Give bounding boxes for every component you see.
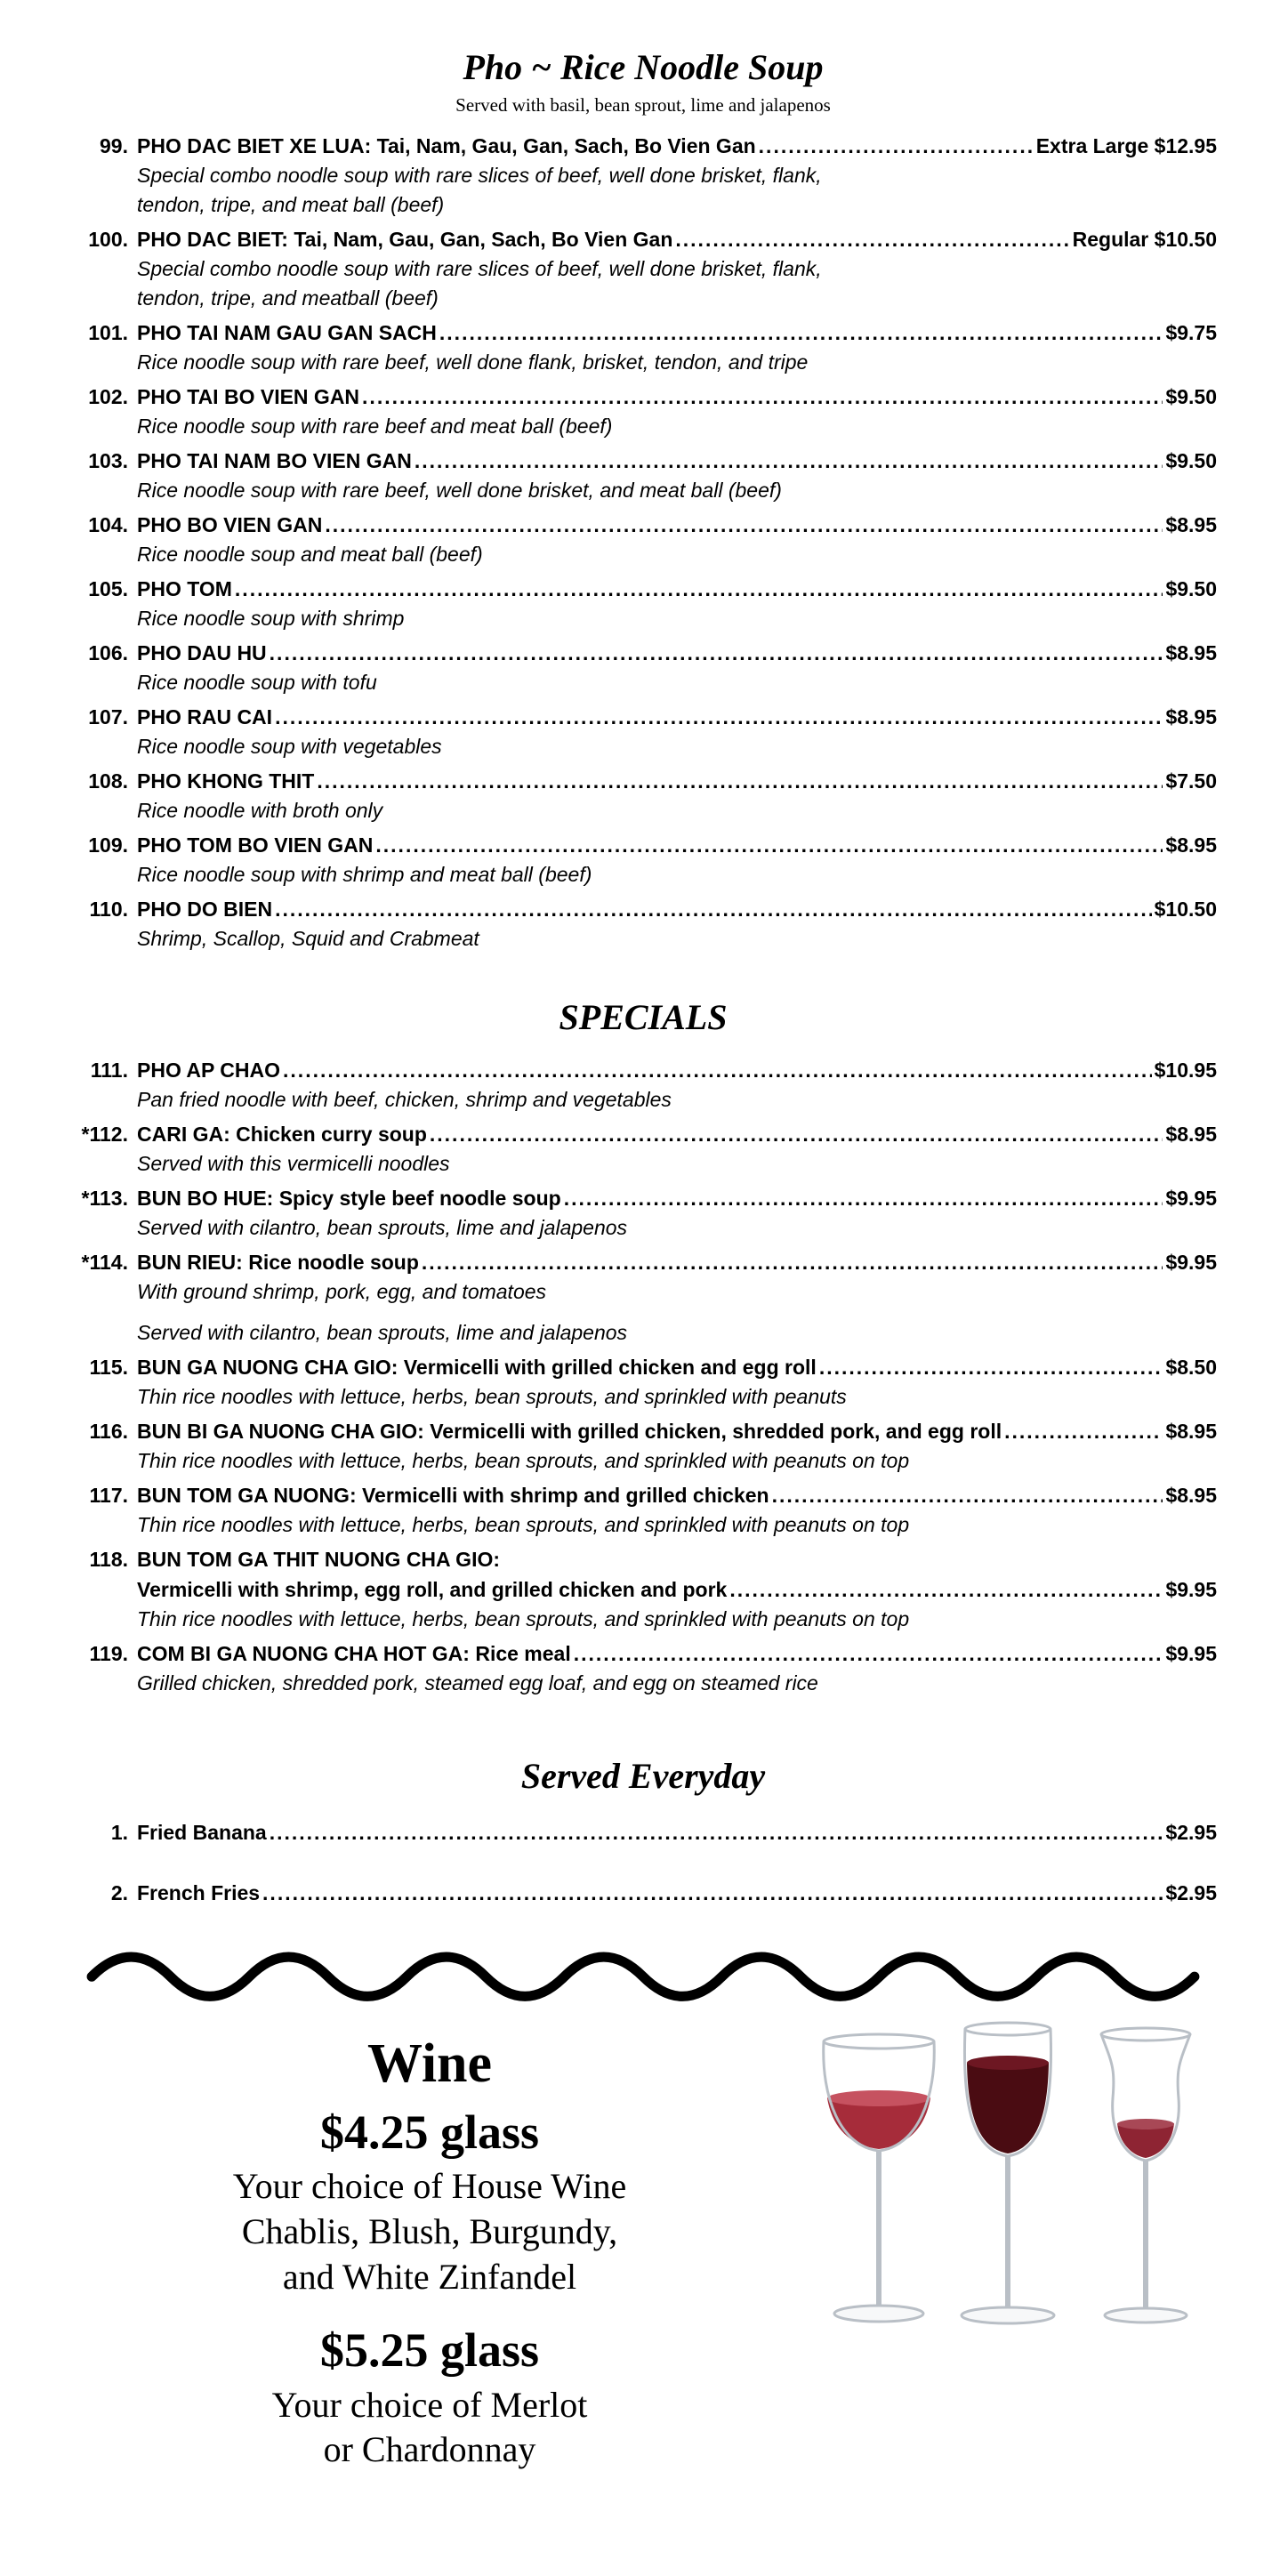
menu-item-number: 100. (88, 228, 128, 251)
menu-item-number: 105. (88, 577, 128, 600)
dot-leader (772, 1480, 1163, 1510)
menu-item-description: Served with cilantro, bean sprouts, lime and jalapenos (137, 1216, 628, 1239)
menu-item (69, 574, 1217, 633)
menu-item-description: Thin rice noodles with lettuce, herbs, bean sprouts, and sprinkled with peanuts on top (137, 1513, 910, 1536)
dot-leader (422, 1247, 1163, 1277)
wine-description-line: Your choice of House Wine (232, 2166, 627, 2207)
menu-item-description: With ground shrimp, pork, egg, and tomatoes (137, 1280, 547, 1303)
menu-item (69, 1878, 1217, 1908)
menu-item-name: PHO RAU CAI (137, 705, 273, 729)
menu-item-number: 99. (100, 134, 128, 157)
menu-item-name: BUN BI GA NUONG CHA GIO: Vermicelli with grilled chicken, shredded pork, and egg roll (137, 1420, 1002, 1443)
menu-item-name: PHO TOM BO VIEN GAN (137, 833, 374, 857)
menu-item (69, 638, 1217, 697)
menu-item-number: 102. (88, 385, 128, 408)
menu-item-number: 2. (110, 1881, 128, 1904)
menu-item (69, 382, 1217, 441)
menu-item (69, 1817, 1217, 1847)
menu-item (69, 1119, 1217, 1179)
menu-item-name: PHO DO BIEN (137, 898, 273, 921)
menu-item-name-row (69, 766, 1217, 796)
menu-item-number: 119. (89, 1642, 128, 1665)
menu-item-name: COM BI GA NUONG CHA HOT GA: Rice meal (137, 1642, 571, 1665)
menu-item-description: Served with this vermicelli noodles (137, 1152, 450, 1175)
menu-item-description: Rice noodle soup with shrimp and meat ball (beef) (137, 863, 592, 886)
menu-item-description: Rice noodle soup with vegetables (137, 735, 442, 758)
menu-item (69, 1544, 1217, 1634)
menu-item-descriptions (137, 604, 1217, 633)
menu-item-descriptions (137, 1510, 1217, 1540)
wine-glass-right (1101, 2028, 1190, 2322)
menu-item-price: $2.95 (1165, 1881, 1217, 1904)
menu-section (69, 1755, 1217, 1908)
menu-item-description: Rice noodle soup with rare beef, well done brisket, and meat ball (beef) (137, 479, 782, 502)
menu-item-descriptions (137, 1085, 1217, 1115)
wine-section (69, 2017, 1217, 2473)
menu-item-price: $8.95 (1165, 1123, 1217, 1146)
menu-item-number: *113. (81, 1187, 128, 1210)
menu-item (69, 1416, 1217, 1476)
menu-item-name: PHO KHONG THIT (137, 769, 315, 793)
menu-item-description: Rice noodle soup with rare beef, well done flank, brisket, tendon, and tripe (137, 350, 809, 374)
menu-item-descriptions (137, 1149, 1217, 1179)
menu-item-name: PHO BO VIEN GAN (137, 513, 323, 536)
dot-leader (325, 510, 1163, 540)
menu-item (69, 1480, 1217, 1540)
menu-item (69, 766, 1217, 825)
menu-item-price: $9.95 (1165, 1251, 1217, 1274)
menu-item-descriptions (137, 161, 1217, 220)
menu-item-price: $2.95 (1165, 1821, 1217, 1844)
menu-item-description: Rice noodle with broth only (137, 799, 383, 822)
menu-item-name-row (69, 1352, 1217, 1382)
menu-item-descriptions (137, 1669, 1217, 1698)
menu-item-descriptions (137, 796, 1217, 825)
menu-item-price: Extra Large $12.95 (1035, 134, 1217, 157)
section-title: Served Everyday (520, 1756, 766, 1796)
menu-item-description: Thin rice noodles with lettuce, herbs, bean sprouts, and sprinkled with peanuts (137, 1385, 847, 1408)
wine-offer-premium (69, 2322, 790, 2473)
menu-item-description: Rice noodle soup with rare beef and meat ball (beef) (137, 415, 613, 438)
menu-item-name: PHO TOM (137, 577, 232, 600)
menu-item-number: 107. (88, 705, 128, 729)
dot-leader (819, 1352, 1163, 1382)
menu-item-name-row (69, 1817, 1217, 1847)
menu-item-name: Vermicelli with shrimp, egg roll, and grilled chicken and pork (137, 1578, 728, 1601)
menu-item-name-row (69, 1574, 1217, 1605)
menu-item-price: $9.50 (1165, 385, 1217, 408)
menu-item-name-row-1 (69, 1544, 1217, 1574)
menu-item-name: French Fries (137, 1881, 261, 1904)
menu-item (69, 224, 1217, 313)
menu-item-price: $10.95 (1154, 1059, 1217, 1082)
menu-item-name: Fried Banana (137, 1821, 267, 1844)
dot-leader (415, 446, 1163, 476)
menu-item-price: $9.50 (1165, 577, 1217, 600)
wine-text-block (69, 2017, 790, 2473)
dot-leader (262, 1878, 1163, 1908)
menu-section (69, 996, 1217, 1698)
menu-item-name: PHO DAU HU (137, 641, 267, 664)
menu-item-name-row (69, 131, 1217, 161)
menu-item-description: Special combo noodle soup with rare slices of beef, well done brisket, flank, (137, 257, 822, 280)
dot-leader (275, 894, 1152, 924)
wine-glass-middle (962, 2023, 1054, 2323)
menu-item-name: BUN BO HUE: Spicy style beef noodle soup (137, 1187, 561, 1210)
dot-leader (564, 1183, 1163, 1213)
menu-item-price: $9.95 (1165, 1642, 1217, 1665)
menu-sections (69, 46, 1217, 1908)
dot-leader (1004, 1416, 1163, 1446)
wine-description-line: and White Zinfandel (282, 2257, 577, 2298)
menu-item-name-line1: BUN TOM GA THIT NUONG CHA GIO: (137, 1548, 501, 1571)
menu-item-name-row (69, 382, 1217, 412)
dot-leader (574, 1638, 1163, 1669)
menu-item-description: Special combo noodle soup with rare slices of beef, well done brisket, flank, (137, 164, 822, 187)
dot-leader (317, 766, 1163, 796)
menu-item-descriptions (137, 254, 1217, 313)
menu-item-name-row (69, 1183, 1217, 1213)
wine-price: $4.25 glass (319, 2105, 540, 2159)
wine-description-line: Your choice of Merlot (271, 2384, 588, 2425)
dot-leader (675, 224, 1069, 254)
menu-item-name: PHO TAI NAM GAU GAN SACH (137, 321, 437, 344)
menu-item-description: Rice noodle soup with shrimp (137, 607, 405, 630)
menu-item (69, 702, 1217, 761)
menu-item-price: $8.95 (1165, 513, 1217, 536)
menu-item-list (69, 1055, 1217, 1698)
menu-item-price: $7.50 (1165, 769, 1217, 793)
menu-item-price: $9.95 (1165, 1578, 1217, 1601)
menu-item-name: BUN RIEU: Rice noodle soup (137, 1251, 419, 1274)
menu-item-price: $8.95 (1165, 1420, 1217, 1443)
wine-glass-left (824, 2034, 935, 2322)
menu-item-list (69, 1817, 1217, 1908)
menu-item-descriptions (137, 1382, 1217, 1412)
menu-item-description: Served with cilantro, bean sprouts, lime and jalapenos (137, 1321, 628, 1344)
menu-item-descriptions (137, 1605, 1217, 1634)
menu-item-descriptions (137, 1277, 1217, 1348)
wine-title: Wine (366, 2033, 493, 2095)
menu-item-description: tendon, tripe, and meat ball (beef) (137, 193, 445, 216)
menu-item (69, 1352, 1217, 1412)
menu-item (69, 1638, 1217, 1698)
dot-leader (439, 318, 1163, 348)
section-subtitle: Served with basil, bean sprout, lime and jalapenos (455, 94, 831, 116)
dot-leader (759, 131, 1034, 161)
menu-item-number: 101. (88, 321, 128, 344)
menu-item (69, 1055, 1217, 1115)
menu-item-name-row (69, 830, 1217, 860)
menu-item-descriptions (137, 860, 1217, 890)
dot-leader (275, 702, 1163, 732)
menu-item-price: $9.50 (1165, 449, 1217, 472)
wine-description-line: Chablis, Blush, Burgundy, (241, 2211, 618, 2252)
wavy-divider-svg (83, 1949, 1203, 2004)
menu-item-name-row (69, 510, 1217, 540)
menu-item-name: BUN TOM GA NUONG: Vermicelli with shrimp and grilled chicken (137, 1484, 769, 1507)
menu-item-number: 106. (88, 641, 128, 664)
menu-item-description: Shrimp, Scallop, Squid and Crabmeat (137, 927, 479, 950)
menu-item-number: 108. (88, 769, 128, 793)
menu-item-price: $8.50 (1165, 1356, 1217, 1379)
menu-item-name-row (69, 1119, 1217, 1149)
menu-item-number: *112. (81, 1123, 128, 1146)
menu-item-descriptions (137, 412, 1217, 441)
dot-leader (270, 638, 1163, 668)
menu-item-name-row (69, 1247, 1217, 1277)
menu-item-price: $10.50 (1154, 898, 1217, 921)
menu-item-number: 111. (90, 1059, 128, 1082)
wine-offer-house (69, 2104, 790, 2300)
menu-item-description: Thin rice noodles with lettuce, herbs, bean sprouts, and sprinkled with peanuts on top (137, 1449, 910, 1472)
wine-glasses-svg (790, 2017, 1217, 2372)
menu-item (69, 510, 1217, 569)
menu-item-name-row (69, 702, 1217, 732)
menu-item-name-row (69, 1480, 1217, 1510)
wine-price: $5.25 glass (319, 2322, 540, 2377)
menu-item-number: 117. (89, 1484, 128, 1507)
menu-item-description: Thin rice noodles with lettuce, herbs, bean sprouts, and sprinkled with peanuts on top (137, 1607, 910, 1630)
menu-item-name-row (69, 638, 1217, 668)
menu-item-name-row (69, 224, 1217, 254)
dot-leader (283, 1055, 1152, 1085)
dot-leader (729, 1574, 1163, 1605)
menu-item-descriptions (137, 732, 1217, 761)
menu-item (69, 446, 1217, 505)
menu-item-number: *114. (81, 1251, 128, 1274)
menu-item-price: $8.95 (1165, 641, 1217, 664)
wine-description-line: or Chardonnay (323, 2429, 536, 2470)
menu-item-name-row (69, 1878, 1217, 1908)
menu-item-name-row (69, 446, 1217, 476)
wine-glasses-image (790, 2017, 1217, 2377)
menu-item (69, 830, 1217, 890)
menu-item-descriptions (137, 1213, 1217, 1243)
menu-item-name: CARI GA: Chicken curry soup (137, 1123, 427, 1146)
menu-item-name-row (69, 574, 1217, 604)
menu-item-list (69, 131, 1217, 954)
menu-item-name: PHO TAI BO VIEN GAN (137, 385, 360, 408)
section-title: Pho ~ Rice Noodle Soup (463, 47, 824, 87)
menu-item-name-row (69, 1638, 1217, 1669)
menu-item-price: $8.95 (1165, 833, 1217, 857)
menu-section (69, 46, 1217, 954)
menu-item-price: $8.95 (1165, 1484, 1217, 1507)
dot-leader (430, 1119, 1163, 1149)
menu-item-description: Grilled chicken, shredded pork, steamed egg loaf, and egg on steamed rice (137, 1671, 818, 1695)
menu-item-number: 115. (89, 1356, 128, 1379)
dot-leader (362, 382, 1163, 412)
menu-item-price: Regular $10.50 (1072, 228, 1217, 251)
menu-item-descriptions (137, 668, 1217, 697)
menu-item-name: PHO AP CHAO (137, 1059, 281, 1082)
menu-item-name-row (69, 318, 1217, 348)
dot-leader (235, 574, 1163, 604)
menu-item-name-row (69, 1055, 1217, 1085)
menu-item-number: 116. (89, 1420, 128, 1443)
menu-item-descriptions (137, 476, 1217, 505)
menu-item-description: Rice noodle soup and meat ball (beef) (137, 543, 483, 566)
menu-item (69, 894, 1217, 954)
menu-item-descriptions (137, 348, 1217, 377)
menu-item (69, 131, 1217, 220)
menu-item-descriptions (137, 924, 1217, 954)
menu-item-number: 104. (88, 513, 128, 536)
menu-item-name: PHO TAI NAM BO VIEN GAN (137, 449, 412, 472)
section-title: SPECIALS (559, 997, 728, 1037)
wavy-divider (83, 1949, 1203, 2004)
menu-item-price: $8.95 (1165, 705, 1217, 729)
menu-item-name: PHO DAC BIET XE LUA: Tai, Nam, Gau, Gan, Sach, Bo Vien Gan (137, 134, 756, 157)
menu-item-descriptions (137, 540, 1217, 569)
menu-item-number: 103. (88, 449, 128, 472)
menu-item-description: tendon, tripe, and meatball (beef) (137, 286, 439, 310)
menu-item (69, 1183, 1217, 1243)
menu-item (69, 318, 1217, 377)
menu-item-number: 109. (88, 833, 128, 857)
menu-item-number: 1. (110, 1821, 128, 1844)
menu-item-name-row (69, 894, 1217, 924)
menu-item-number: 110. (89, 898, 128, 921)
menu-item-price: $9.75 (1165, 321, 1217, 344)
menu-item-number: 118. (89, 1548, 128, 1571)
menu-item-price: $9.95 (1165, 1187, 1217, 1210)
menu-item-descriptions (137, 1446, 1217, 1476)
menu-item-description: Pan fried noodle with beef, chicken, shrimp and vegetables (137, 1088, 672, 1111)
dot-leader (375, 830, 1163, 860)
menu-item (69, 1247, 1217, 1348)
menu-item-name-row (69, 1416, 1217, 1446)
menu-item-name: PHO DAC BIET: Tai, Nam, Gau, Gan, Sach, Bo Vien Gan (137, 228, 673, 251)
dot-leader (270, 1817, 1163, 1847)
menu-item-name: BUN GA NUONG CHA GIO: Vermicelli with grilled chicken and egg roll (137, 1356, 817, 1379)
menu-item-description: Rice noodle soup with tofu (137, 671, 377, 694)
